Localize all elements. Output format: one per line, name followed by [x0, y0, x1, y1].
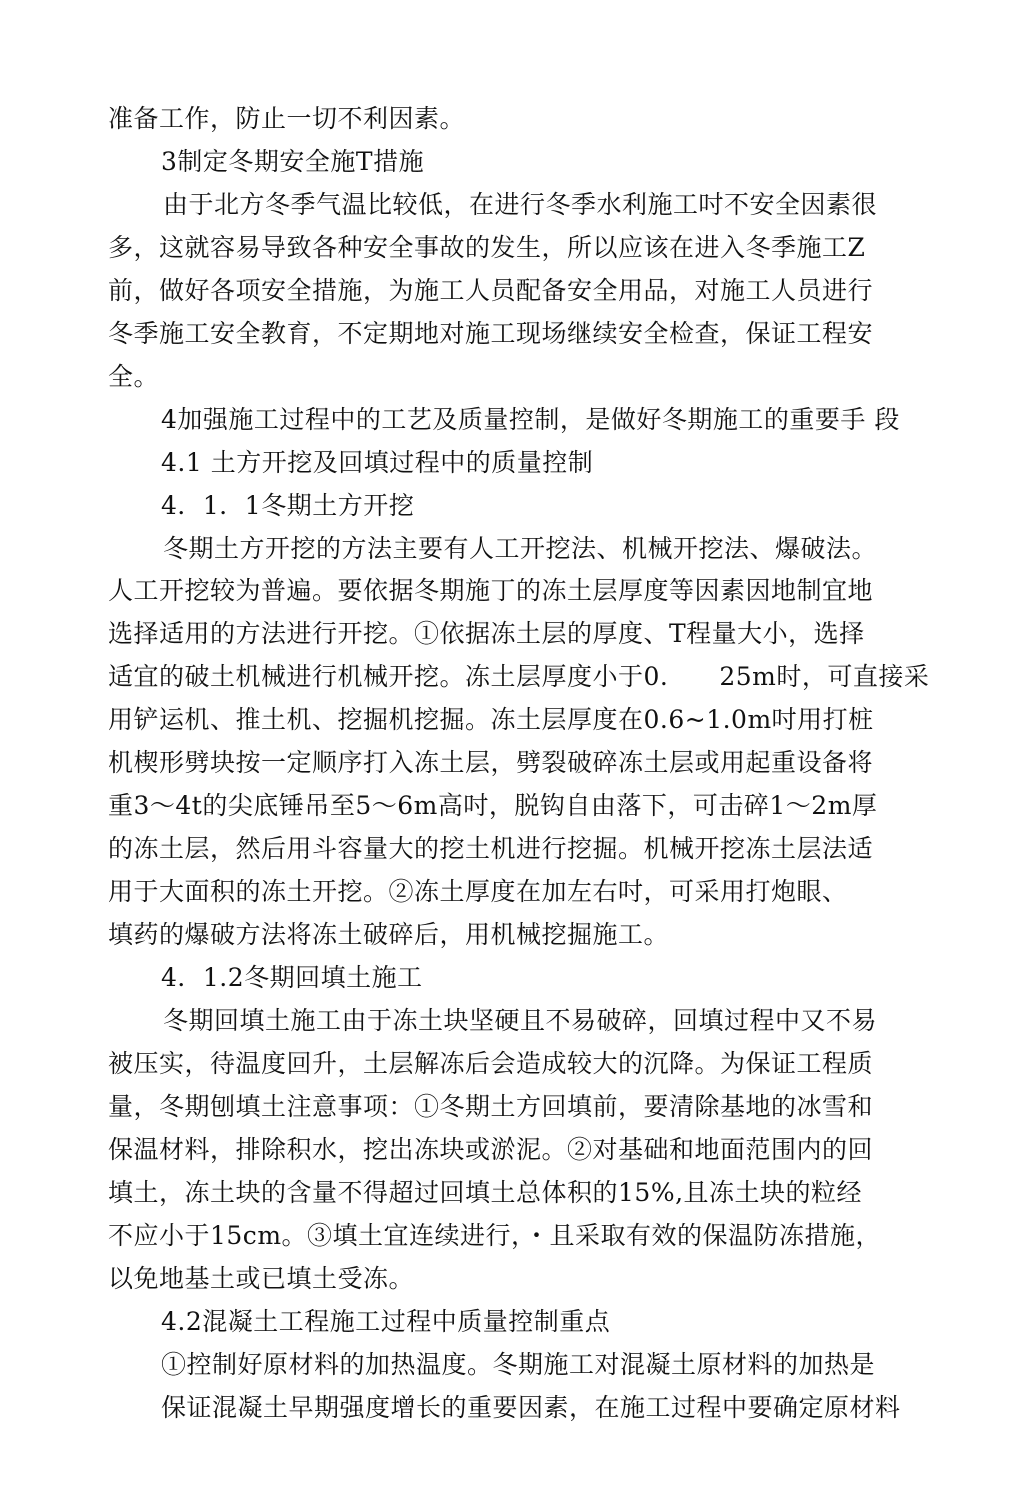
text-line: 机楔形劈块按一定顺序打入冻土层，劈裂破碎冻土层或用起重设备将 — [108, 748, 874, 777]
text-line: 人工开挖较为普遍。要依据冬期施丁的冻土层厚度等因素因地制宜地 — [108, 576, 874, 605]
subsection-heading: 4．1.2冬期回填土施工 — [161, 963, 423, 992]
text-line: 填土，冻土块的含量不得超过回填土总体积的15%,且冻土块的粒经 — [108, 1178, 863, 1207]
text-line: ①控制好原材料的加热温度。冬期施工对混凝土原材料的加热是 — [161, 1350, 876, 1379]
subsection-heading: 4．1．1冬期土方开挖 — [161, 491, 415, 520]
text-line: 量，冬期刨填土注意事项：①冬期土方回填前，要清除基地的冰雪和 — [108, 1092, 874, 1121]
text-line: 冬期回填土施工由于冻土块坚硬且不易破碎，回填过程中又不易 — [163, 1006, 878, 1035]
text-line: 用于大面积的冻土开挖。②冻土厚度在加左右吋，可采用打炮眼、 — [108, 877, 848, 906]
text-line: 前，做好各项安全措施，为施工人员配备安全用品，对施工人员进行 — [108, 276, 874, 305]
subsection-heading: 4.1 土方开挖及回填过程中的质量控制 — [161, 448, 594, 477]
text-line: 用铲运机、推土机、挖掘机挖掘。冻土层厚度在0.6~1.0m吋用打桩 — [108, 705, 874, 734]
text-line: 多，这就容易导致各种安全事故的发生，所以应该在进入冬季施工Z — [108, 233, 866, 262]
text-line: 重3～4t的尖底锤吊至5～6m高吋，脱钩自由落下，可击碎1～2m厚 — [108, 791, 878, 820]
text-line: 全。 — [108, 362, 160, 391]
text-line: 以免地基土或已填土受冻。 — [108, 1264, 415, 1293]
text-line: 冬季施工安全教育，不定期地对施工现场继续安全检查，保证工程安 — [108, 319, 874, 348]
text-line: 被压实，待温度回升，土层解冻后会造成较大的沉降。为保证工程质 — [108, 1049, 874, 1078]
text-line: 冬期土方开挖的方法主要有人工开挖法、机械开挖法、爆破法。 — [163, 534, 878, 563]
subsection-heading: 4.2混凝土工程施工过程中质量控制重点 — [161, 1307, 611, 1336]
text-line: 不应小于15cm。③填土宜连续进行，・且采取有效的保温防冻措施， — [108, 1221, 882, 1250]
text-line: 保证混凝土早期强度增长的重要因素，在施工过程中要确定原材料 — [161, 1393, 901, 1422]
section-heading: 4加强施工过程中的工艺及质量控制，是做好冬期施工的重要手 段 — [161, 405, 900, 434]
text-line: 的冻土层，然后用斗容量大的挖土机进行挖掘。机械开挖冻土层法适 — [108, 834, 874, 863]
text-line: 适宜的破土机械进行机械开挖。冻土层厚度小于0. 25m时，可直接采 — [108, 662, 930, 691]
text-line: 保温材料，排除积水，挖岀冻块或淤泥。②对基础和地面范围内的回 — [108, 1135, 874, 1164]
text-line: 由于北方冬季气温比较低，在进行冬季水利施工吋不安全因素很 — [163, 190, 878, 219]
text-line: 填药的爆破方法将冻土破碎后，用机械挖掘施工。 — [108, 920, 670, 949]
section-heading: 3制定冬期安全施T措施 — [161, 147, 425, 176]
text-line: 选择适用的方法进行开挖。①依据冻土层的厚度、T程量大小，选择 — [108, 619, 865, 648]
text-line: 准备工作，防止一切不利因素。 — [108, 104, 466, 133]
